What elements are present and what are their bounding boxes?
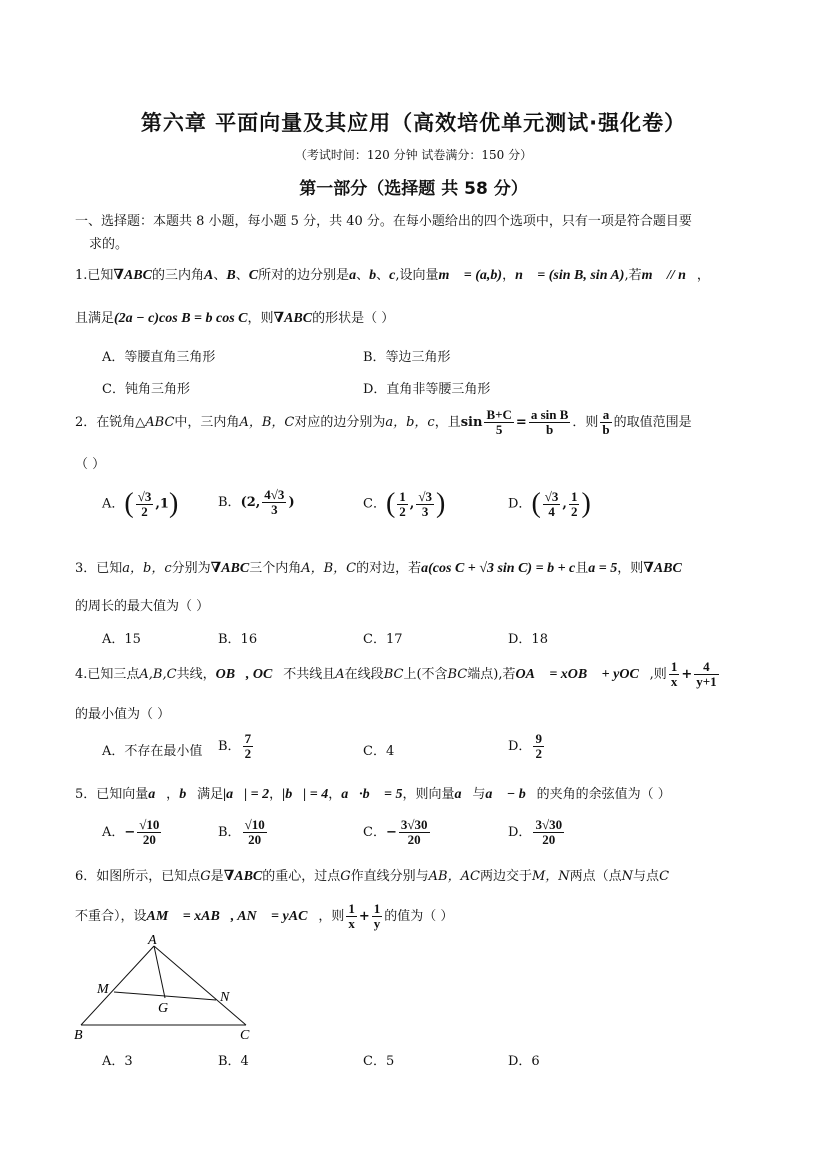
page-title: 第六章 平面向量及其应用（高效培优单元测试·强化卷） <box>140 111 687 135</box>
q5-option-a: A．− $\frac{√10}{20}$ <box>102 817 160 847</box>
q6-option-c: C．5 <box>363 1054 395 1069</box>
q2-option-d: D．( $\frac{√3}{4}$ , $\frac{1}{2}$ ) <box>508 488 591 519</box>
q5-option-d: D． $\frac{3√30}{20}$ <box>508 817 563 847</box>
q3-option-d: D．18 <box>508 632 548 647</box>
label-c: C <box>240 1028 250 1043</box>
q5-option-b: B． $\frac{√10}{20}$ <box>218 817 265 847</box>
part-title: 第一部分（选择题 共 58 分） <box>299 179 528 199</box>
section-heading-line1: 一、选择题：本题共 8 小题，每小题 5 分，共 40 分。在每小题给出的四个选项中，只有一项是符合题目要 <box>75 214 692 229</box>
q2-fraction-3: $\frac{a}{b}$ <box>602 407 610 437</box>
q1-line1: 1.已知∇ABC的三内角A、B、C所对的边分别是a、b、c,设向量m⃗ = (a,b)，n⃗ = (sin B, sin A),若m⃗ // n⃗， <box>75 268 710 283</box>
q4-line1: 4.已知三点A,B,C共线，OB⃗, OC⃗不共线且A在线段BC上(不含BC端点),若OA⃗ = xOB⃗ + yOC⃗,则 $\frac{1}{x}$ + $\frac{4}{y+1}$ <box>75 659 717 689</box>
q3-option-a: A．15 <box>102 632 141 647</box>
q1-line2: 且满足(2a − c)cos B = b cos C，则∇ABC的形状是（ ） <box>75 311 395 326</box>
q2-fraction-1: $\frac{B+C}{5}$ <box>486 407 512 437</box>
label-m: M <box>97 982 109 997</box>
q2-option-a: A．( $\frac{√3}{2}$ ,1) <box>102 488 179 519</box>
label-a: A <box>148 933 157 948</box>
q6-line2: 不重合），设AM⃗ = xAB⃗, AN⃗ = yAC⃗，则 $\frac{1}{x}$ + $\frac{1}{y}$ 的值为（ ） <box>75 901 454 931</box>
q4-fraction-1: $\frac{1}{x}$ <box>670 659 678 689</box>
q4-line2: 的最小值为（ ） <box>75 707 171 722</box>
q3-option-b: B．16 <box>218 632 258 647</box>
q4-fraction-2: $\frac{4}{y+1}$ <box>696 659 717 689</box>
q2-option-b: B．(2, $\frac{4√3}{3}$ ) <box>218 487 295 517</box>
q6-fraction-2: $\frac{1}{y}$ <box>373 901 381 931</box>
q1-option-c: C．钝角三角形 <box>102 382 190 397</box>
q6-option-d: D．6 <box>508 1054 540 1069</box>
q4-option-d: D． $\frac{9}{2}$ <box>508 731 542 761</box>
q2-line1: 2．在锐角△ABC中，三内角A，B，C对应的边分别为a，b，c，且sin $\frac{B+C}{5}$ = $\frac{\text{a sin B}}{b}$ ．则 $\frac{a}{b}$ 的取值范围是 <box>75 407 692 437</box>
q2-fraction-2: $\frac{\text{a sin B}}{b}$ <box>530 407 569 437</box>
q5-option-c: C．− $\frac{3√30}{20}$ <box>363 817 428 847</box>
section-heading-line2: 求的。 <box>89 237 129 252</box>
q3-line1: 3．已知a，b，c分别为∇ABC三个内角A，B，C的对边，若a(cos C + √3 sin C) = b + c且a = 5，则∇ABC <box>75 561 682 576</box>
label-g: G <box>158 1001 169 1016</box>
q6-line1: 6．如图所示，已知点G是∇ABC的重心，过点G作直线分别与AB，AC两边交于M，N两点（点N与点C <box>75 869 670 884</box>
edge-ab <box>81 946 154 1025</box>
triangle-figure <box>70 930 270 1045</box>
q1-option-b: B．等边三角形 <box>363 350 451 365</box>
q3-line2: 的周长的最大值为（ ） <box>75 599 210 614</box>
label-b: B <box>74 1028 83 1043</box>
q3-option-c: C．17 <box>363 632 403 647</box>
q6-option-b: B．4 <box>218 1054 249 1069</box>
q1-option-a: A．等腰直角三角形 <box>102 350 216 365</box>
q4-option-c: C．4 <box>363 744 395 759</box>
exam-info: （考试时间：120 分钟 试卷满分：150 分） <box>294 148 533 162</box>
q6-fraction-1: $\frac{1}{x}$ <box>348 901 355 931</box>
q4-option-b: B． $\frac{7}{2}$ <box>218 731 252 761</box>
q2-option-c: C．( $\frac{1}{2}$ , $\frac{√3}{3}$ ) <box>363 488 446 519</box>
q1-option-d: D．直角非等腰三角形 <box>363 382 491 397</box>
label-n: N <box>220 990 230 1005</box>
q5-line1: 5．已知向量a⃗，b⃗满足|a⃗| = 2，|b⃗| = 4，a⃗·b⃗ = 5，则向量a⃗与a⃗ − b⃗的夹角的余弦值为（ ） <box>75 787 671 802</box>
q2-line2: （ ） <box>75 457 106 472</box>
q6-option-a: A．3 <box>102 1054 133 1069</box>
q4-option-a: A．不存在最小值 <box>102 744 203 759</box>
